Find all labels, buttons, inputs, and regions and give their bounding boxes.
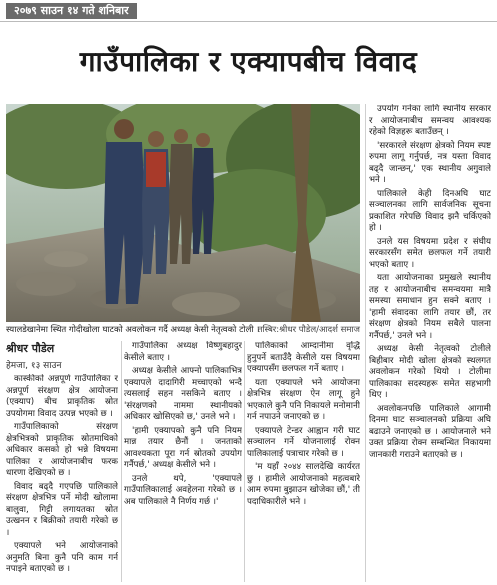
paragraph: एक्यापले भने आयोजनाको अनुमति बिना कुनै पनि काम गर्न नपाइने बताएको छ ।: [6, 541, 118, 574]
paragraph: उनले थपे, 'एक्यापले गाउँपालिकालाई अवहेलना गरेको छ । अब पालिकाले नै निर्णय गर्छ ।': [124, 473, 242, 507]
article-column-3: [247, 341, 360, 582]
photo-credit-row: [6, 323, 360, 337]
dateline-rule: [0, 21, 497, 22]
paragraph: एक्यापले टेन्डर आह्वान गरी घाट सञ्चालन गर्ने योजनालाई रोक्न पालिकालाई पत्राचार गरेको छ ।: [247, 425, 360, 459]
byline: श्रीधर पौडेल: [6, 342, 55, 355]
dateline-place: हेमजा, १३ साउन: [6, 361, 62, 371]
dateline-bar: [0, 0, 497, 22]
photo-credit: तस्बिर:श्रीधर पौडेल/आदर्श समाज: [257, 325, 360, 335]
paragraph: गाउँपालिका अध्यक्ष विष्णुबहादुर केसीले बताए ।: [124, 341, 242, 363]
paragraph: पालिकाले केही दिनअघि घाट सञ्चालनका लागि सार्वजनिक सूचना प्रकाशित गरेपछि विवाद झनै चर्किएको हो ।: [369, 188, 491, 233]
paragraph: यता एक्यापले भने आयोजना क्षेत्रभित्र संरक्षण ऐन लागू हुने भएकाले कुनै पनि निकायले मनोमानी गर्न नपाउने जनाएको छ ।: [247, 377, 360, 422]
article-column-2: [124, 341, 242, 582]
paragraph: पालिकाको आम्दानीमा वृद्धि हुनुपर्ने बताउँदै केसीले यस विषयमा एक्यापसँग छलफल गर्ने बताए ।: [247, 341, 360, 374]
paragraph: 'म यहाँ २०४४ सालदेखि कार्यरत छु । हामीले आयोजनाको महत्वबारे आम रुपमा बुझाउन खोजेका छौं,' ती पदाधिकारीले भने ।: [247, 462, 360, 507]
dateline: २०७९ साउन १४ गते शनिबार: [6, 3, 137, 19]
paragraph: उनले यस विषयमा प्रदेश र संघीय सरकारसँग समेत छलफल गर्ने तयारी भएको बताए ।: [369, 236, 491, 270]
paragraph: अवलोकनपछि पालिकाले आगामी दिनमा घाट सञ्चालनको प्रक्रिया अघि बढाउने जनाएको छ । आयोजनाले भने उक्त प्रक्रिया रोक्न सम्बन्धित निकायमा जानकारी गराउने बताएको छ ।: [369, 403, 491, 460]
column-divider: [244, 341, 245, 582]
article-column-1: [6, 374, 118, 582]
paragraph: विवाद बढ्दै गएपछि पालिकाले संरक्षण क्षेत्रभित्र पर्ने मोदी खोलामा बालुवा, गिट्टी लगायतका स्रोत उत्खनन र बिक्रीको तयारी गरेको छ ।: [6, 481, 118, 538]
paragraph: यता आयोजनाका प्रमुखले स्थानीय तह र आयोजनाबीच समन्वयमा मात्रै समस्या समाधान हुन सक्ने बताए । 'हामी संवादका लागि तयार छौं, तर संरक्षण क्षेत्रको नियम सबैले पालना गर्नैपर्छ,' उनले भने ।: [369, 273, 491, 341]
paragraph: अध्यक्ष केसी नेतृत्वको टोलीले बिहीबार मोदी खोला क्षेत्रको स्थलगत अवलोकन गरेको थियो । टोलीमा पालिकाका सदस्यहरू समेत सहभागी थिए ।: [369, 344, 491, 400]
paragraph: कास्कीको अन्नपूर्ण गाउँपालिका र अन्नपूर्ण संरक्षण क्षेत्र आयोजना (एक्याप) बीच प्राकृतिक स्रोत उपयोगमा विवाद उत्पन्न भएको छ ।: [6, 374, 118, 419]
paragraph: उपयोग गर्नका लागि स्थानीय सरकार र आयोजनाबीच समन्वय आवश्यक रहेको विज्ञहरू बताउँछन् ।: [369, 104, 491, 137]
paragraph: अध्यक्ष केसीले आफ्नो पालिकाभित्र एक्यापले दादागिरी मच्चाएको भन्दै त्यसलाई सहन नसकिने बताए । 'संरक्षणको नाममा स्थानीयको अधिकार खोसिएको छ,' उनले भने ।: [124, 366, 242, 422]
headline: गाउँपालिका र एक्यापबीच विवाद: [79, 45, 418, 78]
column-divider: [365, 104, 366, 582]
paragraph: 'हामी एक्यापको कुनै पनि नियम मान्न तयार छैनौं । जनताको आवश्यकता पूरा गर्न स्रोतको उपयोग गर्नैपर्छ,' अध्यक्ष केसीले भने ।: [124, 425, 242, 470]
article-column-4: [369, 104, 491, 582]
paragraph: गाउँपालिकाको संरक्षण क्षेत्रभित्रको प्राकृतिक स्रोतमाथिको अधिकार कसको हो भन्ने विषयमा पालिका र आयोजनाबीच फरक धारणा देखिएको छ ।: [6, 422, 118, 478]
column-divider: [121, 341, 122, 582]
photo-caption: स्यालडेखानेमा स्थित गोदीखोला घाटको अवलोकन गर्दै अध्यक्ष केसी नेतृत्वको टोली ।: [6, 325, 260, 335]
riverbank-photo-illustration: [6, 104, 360, 322]
paragraph: 'सरकारले संरक्षण क्षेत्रको नियम स्पष्ट रुपमा लागू गर्नुपर्छ, नत्र यस्ता विवाद बढ्दै जान्छन्,' एक स्थानीय अगुवाले भने ।: [369, 140, 491, 185]
news-photo: [6, 104, 360, 322]
